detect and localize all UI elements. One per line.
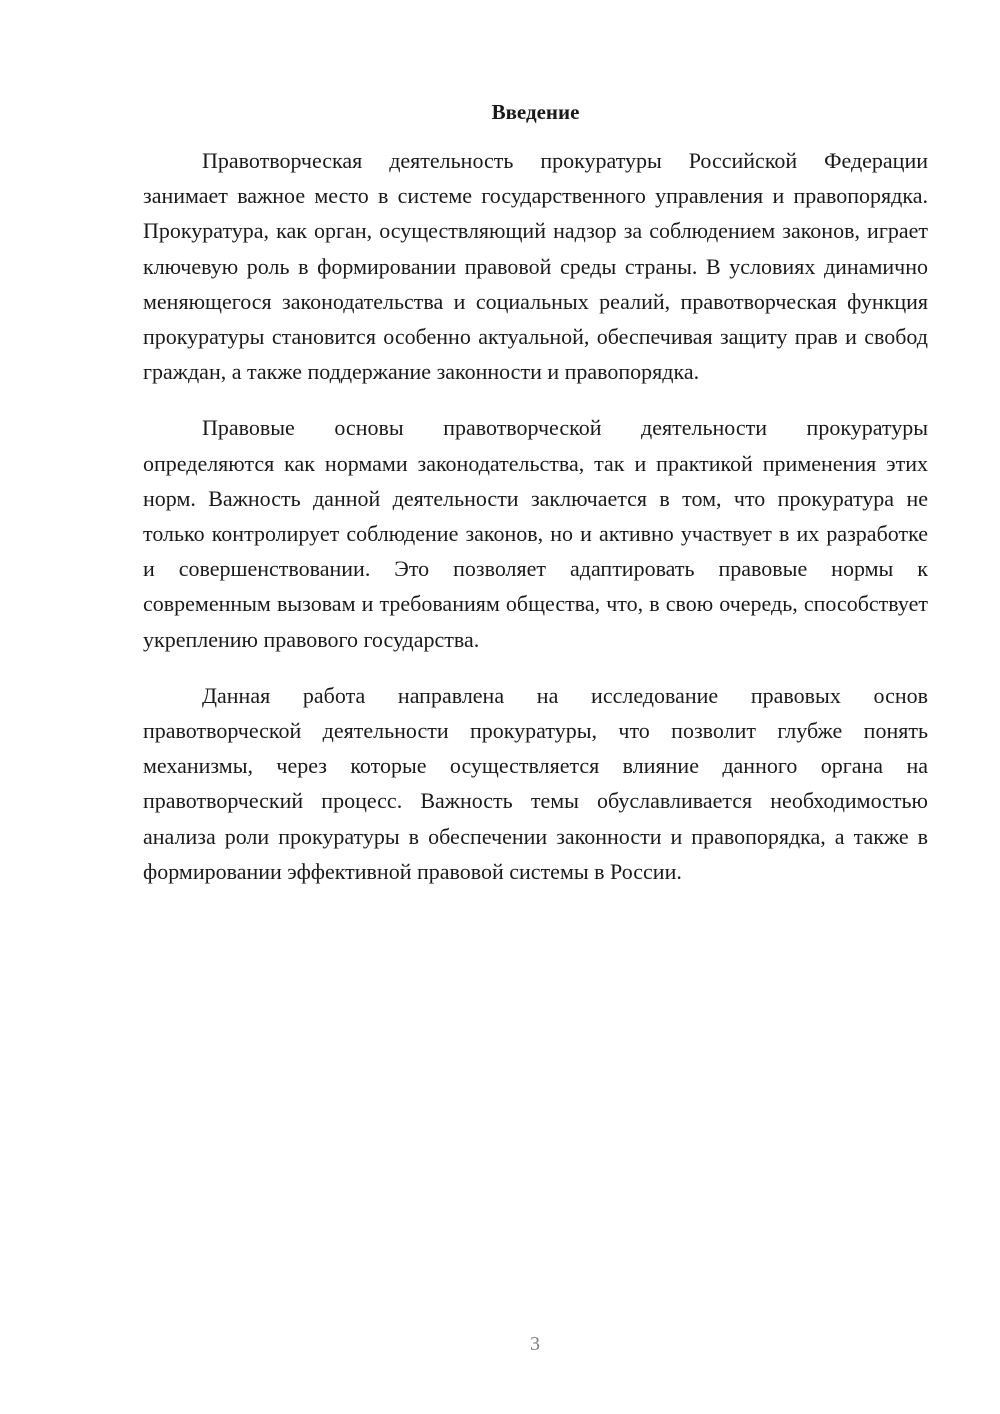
paragraph-2: Правовые основы правотворческой деятельности прокуратуры определяются как нормами законодательства, так и практикой применения этих норм. Важность данной деятельности заключается в том, что прокуратура не только контролирует соблюдение законов, но и активно участвует в их разработке и совершенствовании. Это позволяет адаптировать правовые нормы к современным вызовам и требованиям общества, что, в свою очередь, способствует укреплению правового государства. [143, 415, 928, 652]
section-heading: Введение [491, 100, 580, 124]
paragraph-3: Данная работа направлена на исследование правовых основ правотворческой деятельности прокуратуры, что позволит глубже понять механизмы, через которые осуществляется влияние данного органа на правотворческий процесс. Важность темы обуславливается необходимостью анализа роли прокуратуры в обеспечении законности и правопорядка, а также в формировании эффективной правовой системы в России. [143, 682, 928, 884]
body-text [143, 143, 928, 910]
page-number: 3 [530, 1333, 540, 1355]
paragraph-1: Правотворческая деятельность прокуратуры Российской Федерации занимает важное место в системе государственного управления и правопорядка. Прокуратура, как орган, осуществляющий надзор за соблюдением законов, играет ключевую роль в формировании правовой среды страны. В условиях динамично меняющегося законодательства и социальных реалий, правотворческая функция прокуратуры становится особенно актуальной, обеспечивая защиту прав и свобод граждан, а также поддержание законности и правопорядка. [143, 148, 928, 385]
